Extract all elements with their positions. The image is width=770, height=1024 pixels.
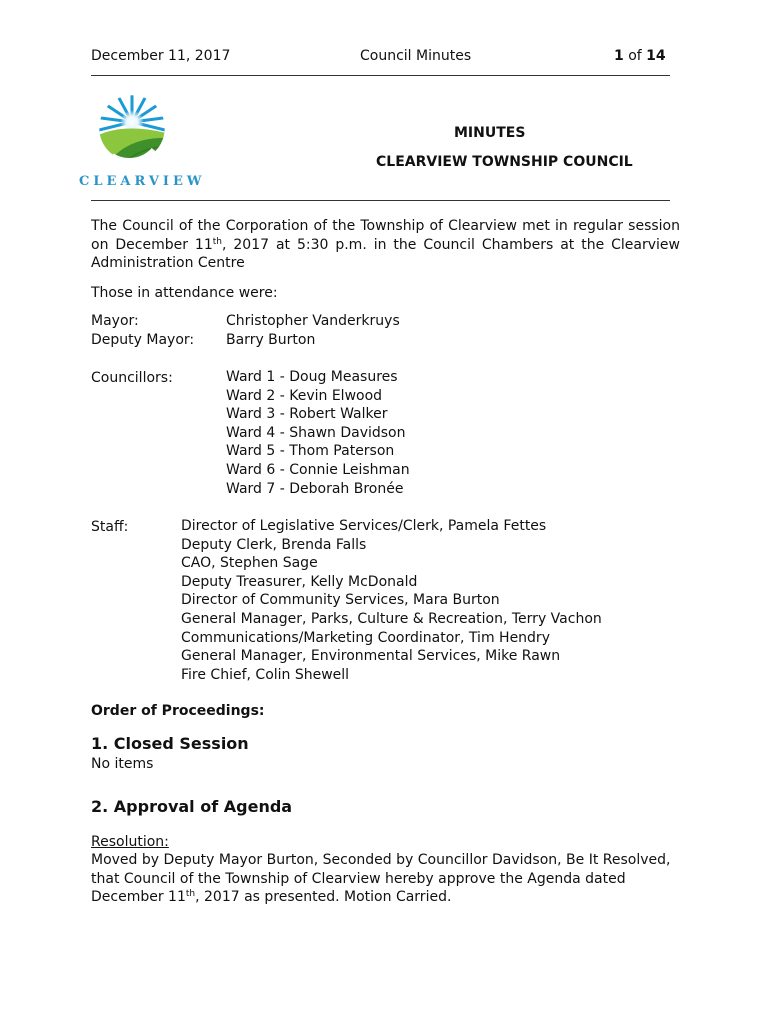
councillors-label: Councillors: <box>91 370 173 386</box>
section-body: No items <box>91 756 154 772</box>
page-current: 1 <box>614 48 624 64</box>
resolution-text-a: Moved by Deputy Mayor Burton, Seconded by Councillor Davidson, Be It Resolved, that Council of the Township of Clearview hereby approve the Agenda dated December 11 <box>91 852 671 905</box>
list-item: Ward 7 - Deborah Bronée <box>226 480 404 497</box>
staff-label: Staff: <box>91 519 129 535</box>
intro-text-b: , 2017 at 5:30 p.m. in the Council Chambers at the Clearview Administration Centre <box>91 236 680 271</box>
mayor-label: Mayor: <box>91 313 139 329</box>
list-item: CAO, Stephen Sage <box>181 555 318 572</box>
resolution-sup: th <box>185 889 196 899</box>
intro-sup: th <box>212 236 222 247</box>
list-item: Deputy Clerk, Brenda Falls <box>181 536 367 553</box>
list-item: Ward 5 - Thom Paterson <box>226 443 395 460</box>
list-item: Fire Chief, Colin Shewell <box>181 666 350 683</box>
intro-paragraph <box>91 217 680 273</box>
list-item: Director of Legislative Services/Clerk, Pamela Fettes <box>181 518 547 534</box>
header-rule <box>91 75 670 76</box>
list-item: Ward 6 - Connie Leishman <box>226 461 410 478</box>
section-heading: 1. Closed Session <box>91 734 249 753</box>
intro-text-a: The Council of the Corporation of the Township of Clearview met in regular session on December 11 <box>91 218 680 253</box>
list-item: Communications/Marketing Coordinator, Tim Hendry <box>181 629 550 646</box>
header-date: December 11, 2017 <box>91 48 231 64</box>
page-number <box>614 47 666 65</box>
page-separator: of <box>628 48 642 64</box>
logo-wordmark: CLEARVIEW <box>79 174 206 189</box>
resolution-label: Resolution: <box>91 834 169 850</box>
attendance-label: Those in attendance were: <box>91 285 278 301</box>
document-title: MINUTES <box>454 125 526 141</box>
resolution-text-b: , 2017 as presented. Motion Carried. <box>195 889 452 905</box>
officials-labels <box>91 312 194 349</box>
councillors-list <box>226 368 410 498</box>
page-total: 14 <box>646 48 666 64</box>
list-item: General Manager, Parks, Culture & Recreation, Terry Vachon <box>181 610 602 627</box>
clearview-logo <box>96 92 170 166</box>
list-item: General Manager, Environmental Services, Mike Rawn <box>181 648 561 665</box>
list-item: Ward 2 - Kevin Elwood <box>226 387 383 404</box>
order-heading: Order of Proceedings: <box>91 703 265 719</box>
list-item: Deputy Treasurer, Kelly McDonald <box>181 573 418 590</box>
officials-names <box>226 312 400 349</box>
staff-list <box>181 517 602 684</box>
section-heading: 2. Approval of Agenda <box>91 797 293 816</box>
header-title: Council Minutes <box>360 48 472 64</box>
logo-mark-icon <box>96 92 170 166</box>
resolution-text <box>91 851 676 907</box>
document-subtitle: CLEARVIEW TOWNSHIP COUNCIL <box>376 154 633 170</box>
list-item: Ward 3 - Robert Walker <box>226 406 388 423</box>
deputy-mayor-name: Barry Burton <box>226 331 316 348</box>
deputy-mayor-label: Deputy Mayor: <box>91 331 195 348</box>
list-item: Director of Community Services, Mara Burton <box>181 592 500 609</box>
list-item: Ward 1 - Doug Measures <box>226 369 398 385</box>
list-item: Ward 4 - Shawn Davidson <box>226 424 406 441</box>
mayor-name: Christopher Vanderkruys <box>226 313 400 329</box>
title-rule <box>91 200 670 201</box>
